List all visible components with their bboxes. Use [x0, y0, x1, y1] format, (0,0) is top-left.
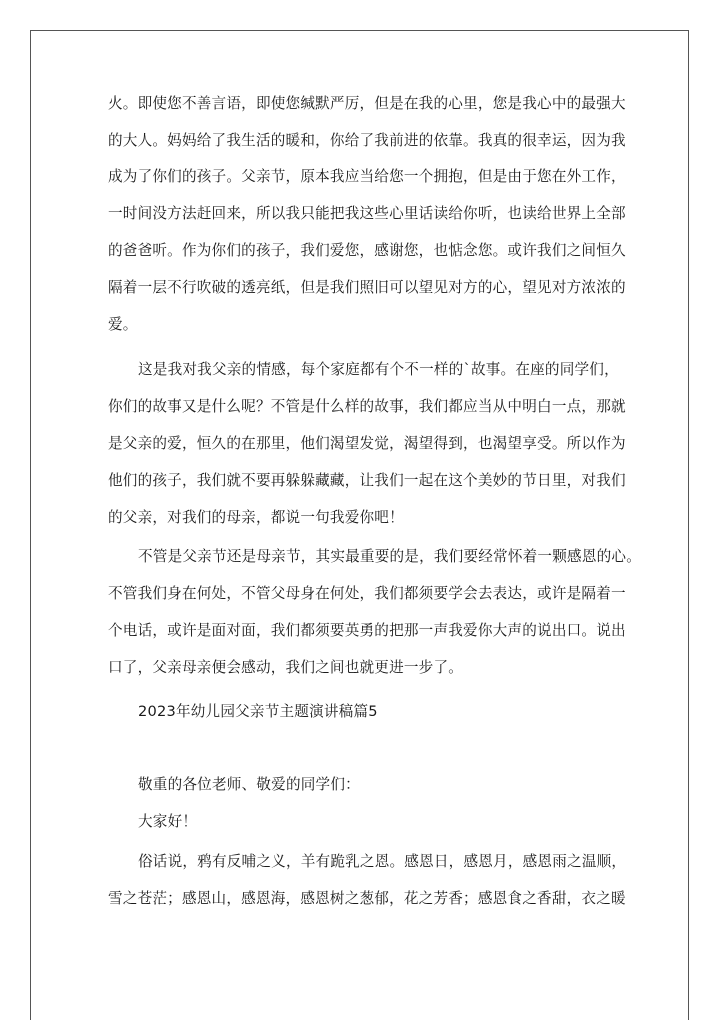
greeting: 大家好！: [138, 813, 198, 830]
text-line: 俗话说，鸦有反哺之义，羊有跪乳之恩。感恩日，感恩月，感恩雨之温顺，: [138, 853, 627, 870]
section-title: 2023年幼儿园父亲节主题演讲稿篇5: [138, 703, 378, 720]
text-line: 爱。: [108, 316, 138, 333]
text-line: 你们的故事又是什么呢？不管是什么样的故事，我们都应当从中明白一点，那就: [108, 398, 626, 415]
text-line: 雪之苍茫；感恩山，感恩海，感恩树之葱郁，花之芳香；感恩食之香甜，衣之暖: [108, 890, 626, 907]
text-line: 的大人。妈妈给了我生活的暖和，你给了我前进的依靠。我真的很幸运，因为我: [108, 132, 626, 149]
salutation: 敬重的各位老师、敬爱的同学们：: [138, 776, 360, 793]
text-line: 的爸爸听。作为你们的孩子，我们爱您，感谢您，也惦念您。或许我们之间恒久: [108, 242, 626, 259]
text-line: 个电话，或许是面对面，我们都须要英勇的把那一声我爱你大声的说出口。说出: [108, 622, 626, 639]
text-line: 一时间没方法赶回来，所以我只能把我这些心里话读给你听，也读给世界上全部: [108, 205, 626, 222]
text-line: 不管我们身在何处，不管父母身在何处，我们都须要学会去表达，或许是隔着一: [108, 585, 626, 602]
text-line: 口了，父亲母亲便会感动，我们之间也就更进一步了。: [108, 659, 464, 676]
text-line: 是父亲的爱，恒久的在那里，他们渴望发觉，渴望得到，也渴望享受。所以作为: [108, 435, 626, 452]
text-line: 这是我对我父亲的情感，每个家庭都有个不一样的`故事。在座的同学们，: [138, 361, 619, 378]
text-line: 火。即使您不善言语，即使您缄默严厉，但是在我的心里，您是我心中的最强大: [108, 95, 626, 112]
text-line: 他们的孩子，我们就不要再躲躲藏藏，让我们一起在这个美妙的节日里，对我们: [108, 472, 626, 489]
text-line: 的父亲，对我们的母亲，都说一句我爱你吧！: [108, 509, 404, 526]
text-line: 隔着一层不行吹破的透亮纸，但是我们照旧可以望见对方的心，望见对方浓浓的: [108, 279, 626, 296]
text-line: 成为了你们的孩子。父亲节，原本我应当给您一个拥抱，但是由于您在外工作，: [108, 168, 626, 185]
text-line: 不管是父亲节还是母亲节，其实最重要的是，我们要经常怀着一颗感恩的心。: [138, 548, 641, 565]
